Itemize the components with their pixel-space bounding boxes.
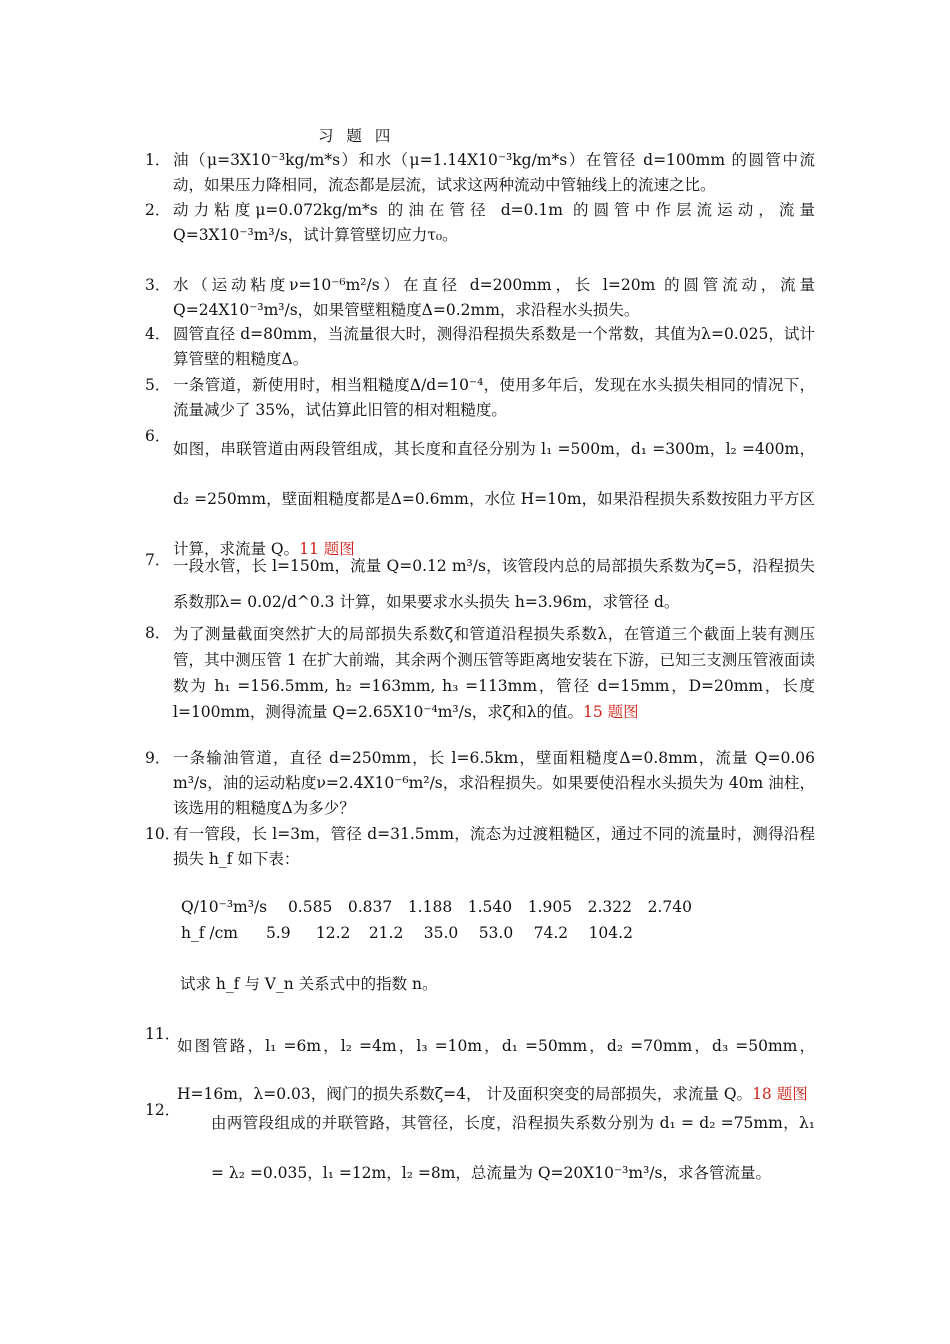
problem-text: 由两管段组成的并联管路，其管径，长度，沿程损失系数分别为 d₁ = d₂ =75mm，λ₁ = λ₂ =0.035，l₁ =12m，l₂ =8m，总流量为 Q=20X10⁻³m³/s，求各管流量。 <box>211 1114 815 1182</box>
problem-text: 一段水管，长 l=150m，流量 Q=0.12 m³/s，该管段内总的局部损失系数为ζ=5，沿程损失系数那λ= 0.02/d^0.3 计算，如果要求水头损失 h=3.96m，求管径 d。 <box>173 557 815 611</box>
problem-number: 4． <box>145 325 171 343</box>
table-cell: 74.2 <box>533 924 569 942</box>
problem-number: 3． <box>145 276 171 294</box>
problem-number: 6． <box>145 427 171 445</box>
table-header-h: h_f /cm <box>181 924 238 942</box>
table-cell: 2.322 <box>587 898 632 916</box>
figure-reference: 18 题图 <box>752 1085 808 1103</box>
problem-3 <box>145 273 815 323</box>
problem-text: 圆管直径 d=80mm，当流量很大时，测得沿程损失系数是一个常数，其值为λ=0.025，试计算管壁的粗糙度Δ。 <box>173 325 815 368</box>
table-cell: 0.837 <box>347 898 393 916</box>
problem-4 <box>145 322 815 372</box>
problem-10 <box>145 822 815 872</box>
table-cell: 0.585 <box>287 898 333 916</box>
problem-text: 有一管段，长 l=3m，管径 d=31.5mm，流态为过渡粗糙区，通过不同的流量时，测得沿程损失 h_f 如下表： <box>173 825 815 868</box>
problem-text: 一条输油管道，直径 d=250mm，长 l=6.5km，壁面粗糙度Δ=0.8mm，流量 Q=0.06 m³/s，油的运动粘度ν=2.4X10⁻⁶m²/s，求沿程损失。如果要使沿程水头损失为 40m 油柱，该选用的粗糙度Δ为多少？ <box>173 749 815 817</box>
problem-9 <box>145 746 815 821</box>
problem-number: 8． <box>145 624 171 642</box>
table-cell: 12.2 <box>315 924 351 942</box>
problem-number: 12． <box>145 1101 181 1119</box>
table-row-q <box>181 898 703 924</box>
problem-7 <box>145 548 815 620</box>
page-title: 习 题 四 <box>318 127 395 145</box>
problem-text-body: 如图，串联管道由两段管组成，其长度和直径分别为 l₁ =500m，d₁ =300m，l₂ =400m，d₂ =250mm，壁面粗糙度都是Δ=0.6mm，水位 H=10m，如果沿程损失系数按阻力平方区计算，求流量 Q。 <box>173 440 815 558</box>
problem-text: 一条管道，新使用时，相当粗糙度Δ/d=10⁻⁴，使用多年后，发现在水头损失相同的情况下，流量减少了 35%，试估算此旧管的相对粗糙度。 <box>173 376 815 419</box>
flow-loss-table <box>181 898 703 950</box>
table-header-q: Q/10⁻³m³/s <box>181 898 268 916</box>
problem-number: 11． <box>145 1025 181 1043</box>
figure-reference: 11 题图 <box>299 540 355 558</box>
table-cell: 21.2 <box>368 924 404 942</box>
problem-text: 水（运动粘度ν=10⁻⁶m²/s）在直径 d=200mm，长 l=20m 的圆管流动，流量 Q=24X10⁻³m³/s，如果管壁粗糙度Δ=0.2mm，求沿程水头损失。 <box>173 276 815 319</box>
problem-5 <box>145 373 815 423</box>
table-cell: 1.905 <box>527 898 573 916</box>
problem-1 <box>145 148 815 198</box>
table-row-h <box>181 924 703 950</box>
table-cell: 1.540 <box>467 898 513 916</box>
problem-text: 油（μ=3X10⁻³kg/m*s）和水（μ=1.14X10⁻³kg/m*s）在管径 d=100mm 的圆管中流动，如果压力降相同，流态都是层流，试求这两种流动中管轴线上的流速之比。 <box>173 151 815 194</box>
problem-number: 10． <box>145 825 181 843</box>
problem-12 <box>145 1098 815 1198</box>
table-cell: 53.0 <box>478 924 514 942</box>
table-cell: 35.0 <box>423 924 459 942</box>
problem-number: 2． <box>145 201 171 219</box>
table-note: 试求 h_f 与 V_n 关系式中的指数 n。 <box>180 975 438 993</box>
table-cell: 1.188 <box>407 898 453 916</box>
problem-8 <box>145 621 815 725</box>
problem-number: 1． <box>145 151 171 169</box>
table-cell: 5.9 <box>265 924 291 942</box>
problem-text-body: 为了测量截面突然扩大的局部损失系数ζ和管道沿程损失系数λ，在管道三个截面上装有测压管，其中测压管 1 在扩大前端，其余两个测压管等距离地安装在下游，已知三支测压管液面读数为 h₁ =156.5mm, h₂ =163mm, h₃ =113mm，管径 d=15mm，D=20mm，长度 l=100mm，测得流量 Q=2.65X10⁻⁴m³/s，求ζ和λ的值。 <box>173 625 815 721</box>
figure-reference: 15 题图 <box>583 703 639 721</box>
problem-number: 9． <box>145 749 171 767</box>
problem-text <box>173 621 815 725</box>
table-cell: 2.740 <box>647 898 692 916</box>
problem-text-body: 如图管路，l₁ =6m，l₂ =4m，l₃ =10m，d₁ =50mm，d₂ =70mm，d₃ =50mm，H=16m，λ=0.03，阀门的损失系数ζ=4， 计及面积突变的局部损失，求流量 Q。 <box>177 1037 815 1103</box>
problem-text: 动力粘度μ=0.072kg/m*s 的油在管径 d=0.1m 的圆管中作层流运动，流量 Q=3X10⁻³m³/s，试计算管壁切应力τ₀。 <box>173 201 815 244</box>
problem-2 <box>145 198 815 248</box>
problem-number: 5． <box>145 376 171 394</box>
table-cell: 104.2 <box>588 924 633 942</box>
problem-number: 7． <box>145 551 171 569</box>
